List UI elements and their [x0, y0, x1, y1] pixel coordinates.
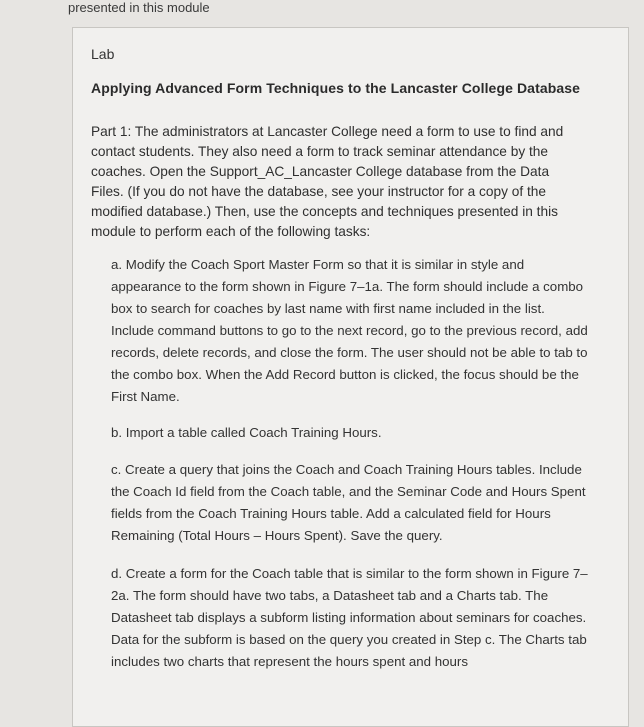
task-d-text: Create a form for the Coach table that is similar to the form shown in Figure 7–2a. The form should have two tabs, a Datasheet tab and a Charts tab. The Datasheet tab displays a subform listing information about seminars for coaches. Data for the subform is based on the query you created in Step c. The Charts tab includes two charts that represent the hours spent and hours — [111, 566, 588, 669]
task-a — [111, 254, 589, 408]
task-d — [111, 563, 589, 673]
task-b-text: Import a table called Coach Training Hours. — [125, 425, 382, 440]
task-a-letter: a. — [111, 257, 123, 272]
task-a-text: Modify the Coach Sport Master Form so that it is similar in style and appearance to the form shown in Figure 7–1a. The form should include a combo box to search for coaches by last name with first name included in the list. Include command buttons to go to the next record, go to the previous record, add records, delete records, and close the form. The user should not be able to tab to the combo box. When the Add Record button is clicked, the focus should be the First Name. — [111, 257, 588, 404]
lab-title: Applying Advanced Form Techniques to the Lancaster College Database — [91, 80, 581, 96]
module-text: presented in this module — [68, 0, 210, 15]
task-d-letter: d. — [111, 566, 123, 581]
lab-panel — [72, 27, 629, 727]
task-b-letter: b. — [111, 425, 123, 440]
task-c-letter: c. — [111, 462, 122, 477]
task-c — [111, 459, 589, 547]
part-1-paragraph: Part 1: The administrators at Lancaster College need a form to use to find and contact students. They also need a form to track seminar attendance by the coaches. Open the Support_AC_Lancaster College database from the Data Files. (If you do not have the database, see your instructor for a copy of the modified database.) Then, use the concepts and techniques presented in this module to perform each of the following tasks: — [91, 124, 564, 239]
task-c-text: Create a query that joins the Coach and Coach Training Hours tables. Include the Coach Id field from the Coach table, and the Seminar Code and Hours Spent fields from the Coach Training Hours table. Add a calculated field for Hours Remaining (Total Hours – Hours Spent). Save the query. — [111, 462, 586, 543]
task-b — [111, 422, 589, 444]
lab-label: Lab — [91, 46, 115, 62]
